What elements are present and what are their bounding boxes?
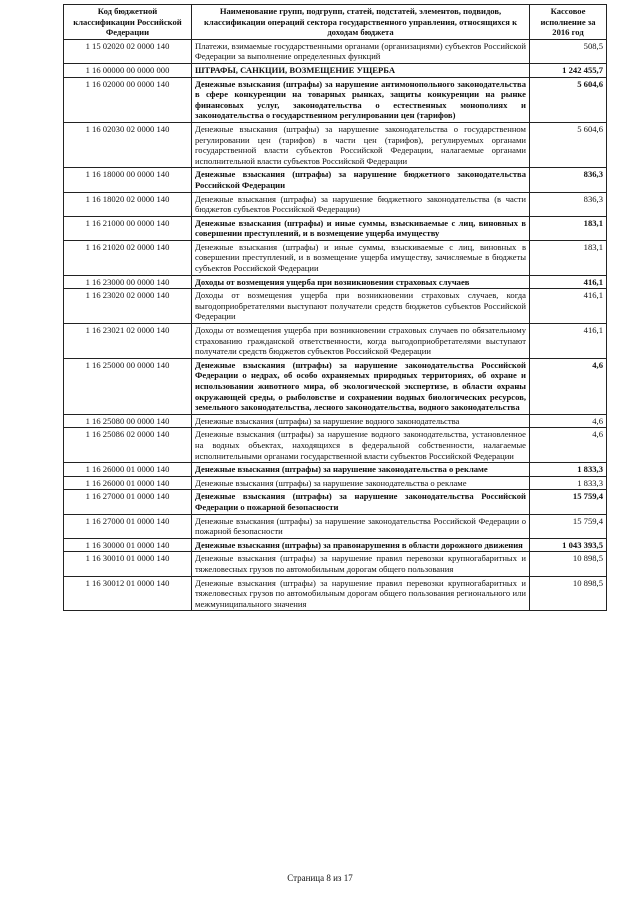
table-row <box>64 476 607 490</box>
name-cell: Денежные взыскания (штрафы) за нарушение бюджетного законодательства Российской Федерации <box>192 168 530 192</box>
table-row <box>64 63 607 77</box>
amount-cell: 183,1 <box>530 216 607 240</box>
name-cell: Денежные взыскания (штрафы) за нарушение законодательства о государственном регулировании цен (тарифов) в части цен (тарифов), регулируемых органами государственной власти субъектов Российской Федерации, налагаемые органами исполнительной власти субъектов Российской Федерации <box>192 122 530 167</box>
name-cell: Денежные взыскания (штрафы) за нарушение законодательства о рекламе <box>192 476 530 490</box>
amount-cell: 1 242 455,7 <box>530 63 607 77</box>
table-row <box>64 552 607 576</box>
name-cell: Денежные взыскания (штрафы) за нарушение бюджетного законодательства (в части бюджетов субъектов Российской Федерации) <box>192 192 530 216</box>
code-cell: 1 16 21000 00 0000 140 <box>64 216 192 240</box>
header-name: Наименование групп, подгрупп, статей, подстатей, элементов, подвидов, классификации операций сектора государственного управления, относящихся к доходам бюджета <box>192 5 530 40</box>
table-row <box>64 414 607 428</box>
code-cell: 1 15 02020 02 0000 140 <box>64 39 192 63</box>
code-cell: 1 16 18000 00 0000 140 <box>64 168 192 192</box>
amount-cell: 1 833,3 <box>530 463 607 477</box>
amount-cell: 1 833,3 <box>530 476 607 490</box>
code-cell: 1 16 02030 02 0000 140 <box>64 122 192 167</box>
code-cell: 1 16 27000 01 0000 140 <box>64 490 192 514</box>
table-row <box>64 324 607 359</box>
name-cell: Денежные взыскания (штрафы) за нарушение законодательства Российской Федерации о пожарной безопасности <box>192 514 530 538</box>
name-cell: Денежные взыскания (штрафы) за нарушение правил перевозки крупногабаритных и тяжеловесных грузов по автомобильным дорогам общего пользования регионального или межмуниципального значения <box>192 576 530 611</box>
amount-cell: 15 759,4 <box>530 514 607 538</box>
code-cell: 1 16 23000 00 0000 140 <box>64 275 192 289</box>
code-cell: 1 16 27000 01 0000 140 <box>64 514 192 538</box>
amount-cell: 5 604,6 <box>530 77 607 122</box>
name-cell: Денежные взыскания (штрафы) и иные суммы, взыскиваемые с лиц, виновных в совершении преступлений, и в возмещение ущерба имуществу <box>192 216 530 240</box>
name-cell: Денежные взыскания (штрафы) за нарушение законодательства о рекламе <box>192 463 530 477</box>
amount-cell: 4,6 <box>530 358 607 414</box>
name-cell: Денежные взыскания (штрафы) за нарушение антимонопольного законодательства в сфере конкуренции на товарных рынках, защиты конкуренции на рынке финансовых услуг, законодательства о естественных монополиях и законодательства о государственном регулировании цен (тарифов) <box>192 77 530 122</box>
table-header <box>64 5 607 40</box>
table-row <box>64 289 607 324</box>
amount-cell: 508,5 <box>530 39 607 63</box>
table-body <box>64 39 607 611</box>
page-number: Страница 8 из 17 <box>287 873 353 883</box>
code-cell: 1 16 25080 00 0000 140 <box>64 414 192 428</box>
table-row <box>64 428 607 463</box>
table-row <box>64 490 607 514</box>
amount-cell: 5 604,6 <box>530 122 607 167</box>
code-cell: 1 16 26000 01 0000 140 <box>64 463 192 477</box>
name-cell: Денежные взыскания (штрафы) за нарушение водного законодательства, установленное на водных объектах, находящихся в федеральной собственности, налагаемые исполнительными органами государственной власти субъектов Российской Федерации <box>192 428 530 463</box>
code-cell: 1 16 26000 01 0000 140 <box>64 476 192 490</box>
table-row <box>64 240 607 275</box>
table-row <box>64 77 607 122</box>
amount-cell: 15 759,4 <box>530 490 607 514</box>
name-cell: ШТРАФЫ, САНКЦИИ, ВОЗМЕЩЕНИЕ УЩЕРБА <box>192 63 530 77</box>
code-cell: 1 16 30012 01 0000 140 <box>64 576 192 611</box>
amount-cell: 10 898,5 <box>530 552 607 576</box>
code-cell: 1 16 25086 02 0000 140 <box>64 428 192 463</box>
name-cell: Денежные взыскания (штрафы) за нарушение правил перевозки крупногабаритных и тяжеловесных грузов по автомобильным дорогам общего пользования <box>192 552 530 576</box>
code-cell: 1 16 25000 00 0000 140 <box>64 358 192 414</box>
name-cell: Денежные взыскания (штрафы) за нарушение водного законодательства <box>192 414 530 428</box>
code-cell: 1 16 02000 00 0000 140 <box>64 77 192 122</box>
table-row <box>64 192 607 216</box>
table-row <box>64 358 607 414</box>
header-amount: Кассовое исполнение за 2016 год <box>530 5 607 40</box>
header-code: Код бюджетной классификации Российской Федерации <box>64 5 192 40</box>
amount-cell: 4,6 <box>530 428 607 463</box>
name-cell: Денежные взыскания (штрафы) за правонарушения в области дорожного движения <box>192 538 530 552</box>
code-cell: 1 16 00000 00 0000 000 <box>64 63 192 77</box>
table-row <box>64 168 607 192</box>
amount-cell: 416,1 <box>530 324 607 359</box>
amount-cell: 1 043 393,5 <box>530 538 607 552</box>
amount-cell: 836,3 <box>530 192 607 216</box>
code-cell: 1 16 21020 02 0000 140 <box>64 240 192 275</box>
amount-cell: 183,1 <box>530 240 607 275</box>
name-cell: Доходы от возмещения ущерба при возникновении страховых случаев <box>192 275 530 289</box>
code-cell: 1 16 30000 01 0000 140 <box>64 538 192 552</box>
amount-cell: 416,1 <box>530 275 607 289</box>
table-row <box>64 576 607 611</box>
name-cell: Денежные взыскания (штрафы) за нарушение законодательства Российской Федерации о недрах, об особо охраняемых природных территориях, об охране и использовании животного мира, об экологической экспертизе, в области охраны окружающей среды, о рыболовстве и сохранении водных биологических ресурсов, земельного законодательства, лесного законодательства, водного законодательства <box>192 358 530 414</box>
table-row <box>64 275 607 289</box>
table-row <box>64 39 607 63</box>
name-cell: Денежные взыскания (штрафы) за нарушение законодательства Российской Федерации о пожарной безопасности <box>192 490 530 514</box>
table-row <box>64 538 607 552</box>
table-row <box>64 514 607 538</box>
code-cell: 1 16 30010 01 0000 140 <box>64 552 192 576</box>
revenue-table <box>63 4 607 611</box>
name-cell: Платежи, взимаемые государственными органами (организациями) субъектов Российской Федерации за выполнение определенных функций <box>192 39 530 63</box>
name-cell: Доходы от возмещения ущерба при возникновении страховых случаев по обязательному страхованию гражданской ответственности, когда выгодоприобретателями выступают получатели средств бюджетов субъектов Российской Федерации <box>192 324 530 359</box>
code-cell: 1 16 23021 02 0000 140 <box>64 324 192 359</box>
table-row <box>64 216 607 240</box>
amount-cell: 4,6 <box>530 414 607 428</box>
code-cell: 1 16 23020 02 0000 140 <box>64 289 192 324</box>
amount-cell: 836,3 <box>530 168 607 192</box>
table-row <box>64 463 607 477</box>
amount-cell: 416,1 <box>530 289 607 324</box>
amount-cell: 10 898,5 <box>530 576 607 611</box>
table-row <box>64 122 607 167</box>
name-cell: Денежные взыскания (штрафы) и иные суммы, взыскиваемые с лиц, виновных в совершении преступлений, и в возмещение ущерба имуществу, зачисляемые в бюджеты субъектов Российской Федерации <box>192 240 530 275</box>
code-cell: 1 16 18020 02 0000 140 <box>64 192 192 216</box>
name-cell: Доходы от возмещения ущерба при возникновении страховых случаев, когда выгодоприобретателями выступают получатели средств бюджетов субъектов Российской Федерации <box>192 289 530 324</box>
